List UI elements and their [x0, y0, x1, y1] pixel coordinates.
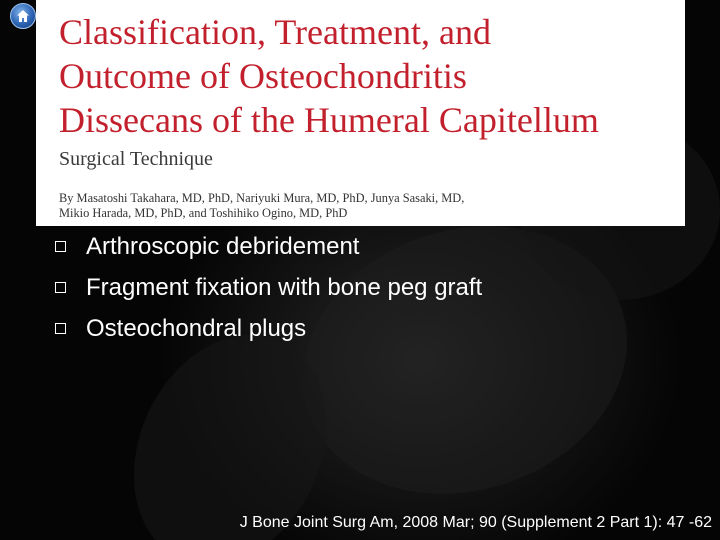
bullet-item — [55, 226, 482, 267]
paper-subtitle: Surgical Technique — [59, 148, 213, 170]
bullet-text: Osteochondral plugs — [86, 314, 307, 342]
paper-title: Classification, Treatment, and Outcome of Osteochondritis Dissecans of the Humeral Capitellum — [59, 12, 599, 140]
bullet-text: Fragment fixation with bone peg graft — [86, 273, 483, 301]
home-icon[interactable] — [10, 3, 36, 29]
checkbox-icon — [55, 241, 66, 252]
bullet-text: Arthroscopic debridement — [86, 232, 360, 260]
checkbox-icon — [55, 282, 66, 293]
title-card — [36, 0, 685, 226]
paper-authors: By Masatoshi Takahara, MD, PhD, Nariyuki Mura, MD, PhD, Junya Sasaki, MD, Mikio Harada, MD, PhD, and Toshihiko Ogino, MD, PhD — [59, 191, 465, 220]
citation: J Bone Joint Surg Am, 2008 Mar; 90 (Supplement 2 Part 1): 47 -62 — [239, 514, 712, 531]
bullet-list — [55, 226, 482, 349]
bullet-item — [55, 308, 482, 349]
checkbox-icon — [55, 323, 66, 334]
bullet-item — [55, 267, 482, 308]
